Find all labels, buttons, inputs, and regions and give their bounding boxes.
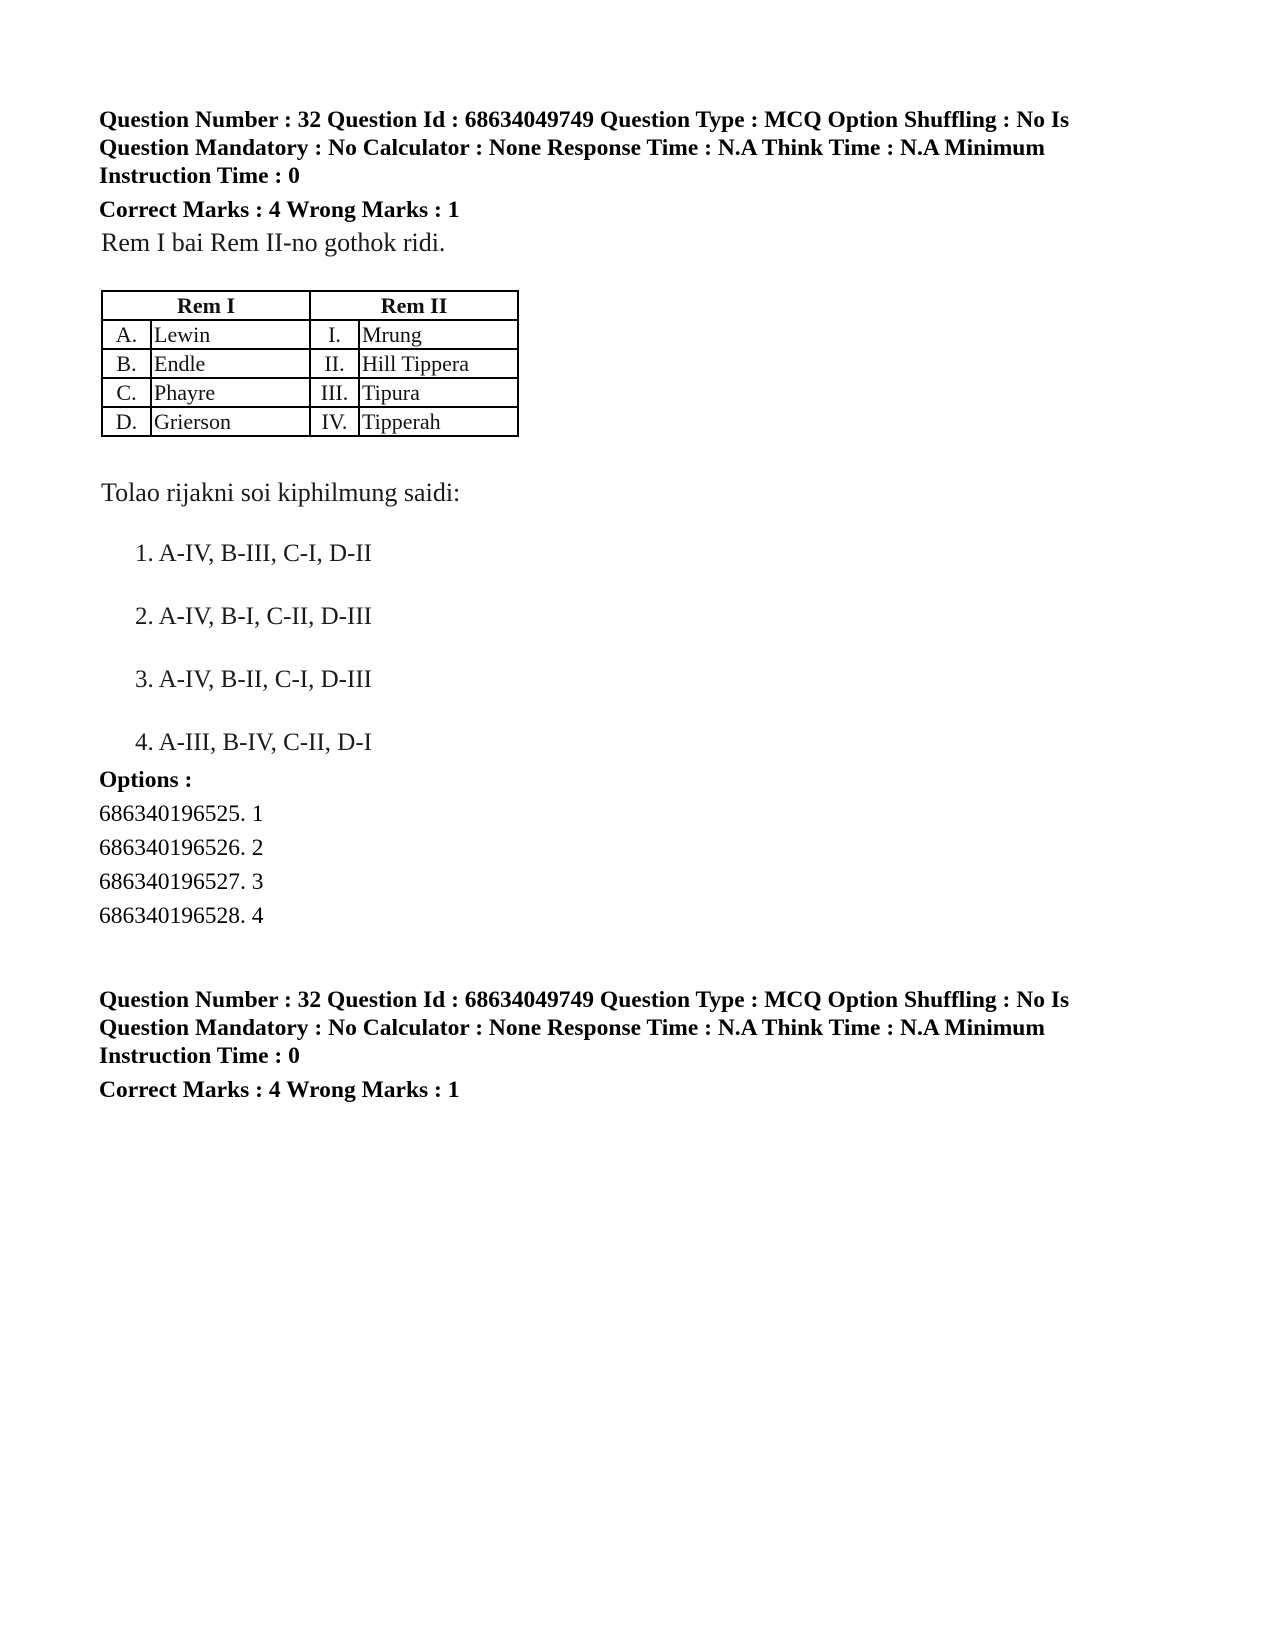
table-cell: IV. (310, 407, 359, 436)
option-item: 686340196526. 2 (99, 835, 264, 861)
table-cell: Tipura (359, 378, 518, 407)
table-cell: Grierson (151, 407, 310, 436)
meta-line: Question Mandatory : No Calculator : None Response Time : N.A Think Time : N.A Minimum (99, 1015, 1045, 1041)
question-meta-1 (99, 106, 1199, 190)
table-cell: D. (102, 407, 151, 436)
answer-choice: 4. A-III, B-IV, C-II, D-I (135, 729, 372, 756)
option-item: 686340196528. 4 (99, 903, 264, 929)
table-header: Rem II (310, 291, 518, 320)
matching-table (101, 290, 519, 437)
meta-line: Instruction Time : 0 (99, 163, 300, 189)
meta-line: Question Number : 32 Question Id : 68634049749 Question Type : MCQ Option Shuffling : No Is (99, 107, 1070, 133)
marks-line-1: Correct Marks : 4 Wrong Marks : 1 (99, 197, 460, 223)
option-item: 686340196525. 1 (99, 801, 264, 827)
table-header-row (102, 291, 518, 320)
meta-line: Question Number : 32 Question Id : 68634049749 Question Type : MCQ Option Shuffling : No Is (99, 987, 1070, 1013)
table-cell: Mrung (359, 320, 518, 349)
table-row (102, 378, 518, 407)
question-prompt: Rem I bai Rem II-no gothok ridi. (101, 228, 446, 257)
table-row (102, 320, 518, 349)
meta-line: Question Mandatory : No Calculator : None Response Time : N.A Think Time : N.A Minimum (99, 135, 1045, 161)
meta-line: Instruction Time : 0 (99, 1043, 300, 1069)
marks-line-2: Correct Marks : 4 Wrong Marks : 1 (99, 1077, 460, 1103)
answer-choice: 3. A-IV, B-II, C-I, D-III (135, 666, 372, 693)
table-cell: I. (310, 320, 359, 349)
question-image (99, 228, 519, 768)
table-cell: A. (102, 320, 151, 349)
table-row (102, 407, 518, 436)
table-cell: Phayre (151, 378, 310, 407)
table-cell: II. (310, 349, 359, 378)
table-cell: Tipperah (359, 407, 518, 436)
table-cell: C. (102, 378, 151, 407)
question-meta-2 (99, 986, 1199, 1070)
option-item: 686340196527. 3 (99, 869, 264, 895)
table-cell: Hill Tippera (359, 349, 518, 378)
table-cell: Lewin (151, 320, 310, 349)
answer-choice: 1. A-IV, B-III, C-I, D-II (135, 540, 372, 567)
table-cell: III. (310, 378, 359, 407)
table-header: Rem I (102, 291, 310, 320)
table-row (102, 349, 518, 378)
table-cell: Endle (151, 349, 310, 378)
table-cell: B. (102, 349, 151, 378)
answer-choice: 2. A-IV, B-I, C-II, D-III (135, 603, 372, 630)
options-heading: Options : (99, 767, 193, 793)
question-instruction: Tolao rijakni soi kiphilmung saidi: (101, 478, 461, 507)
